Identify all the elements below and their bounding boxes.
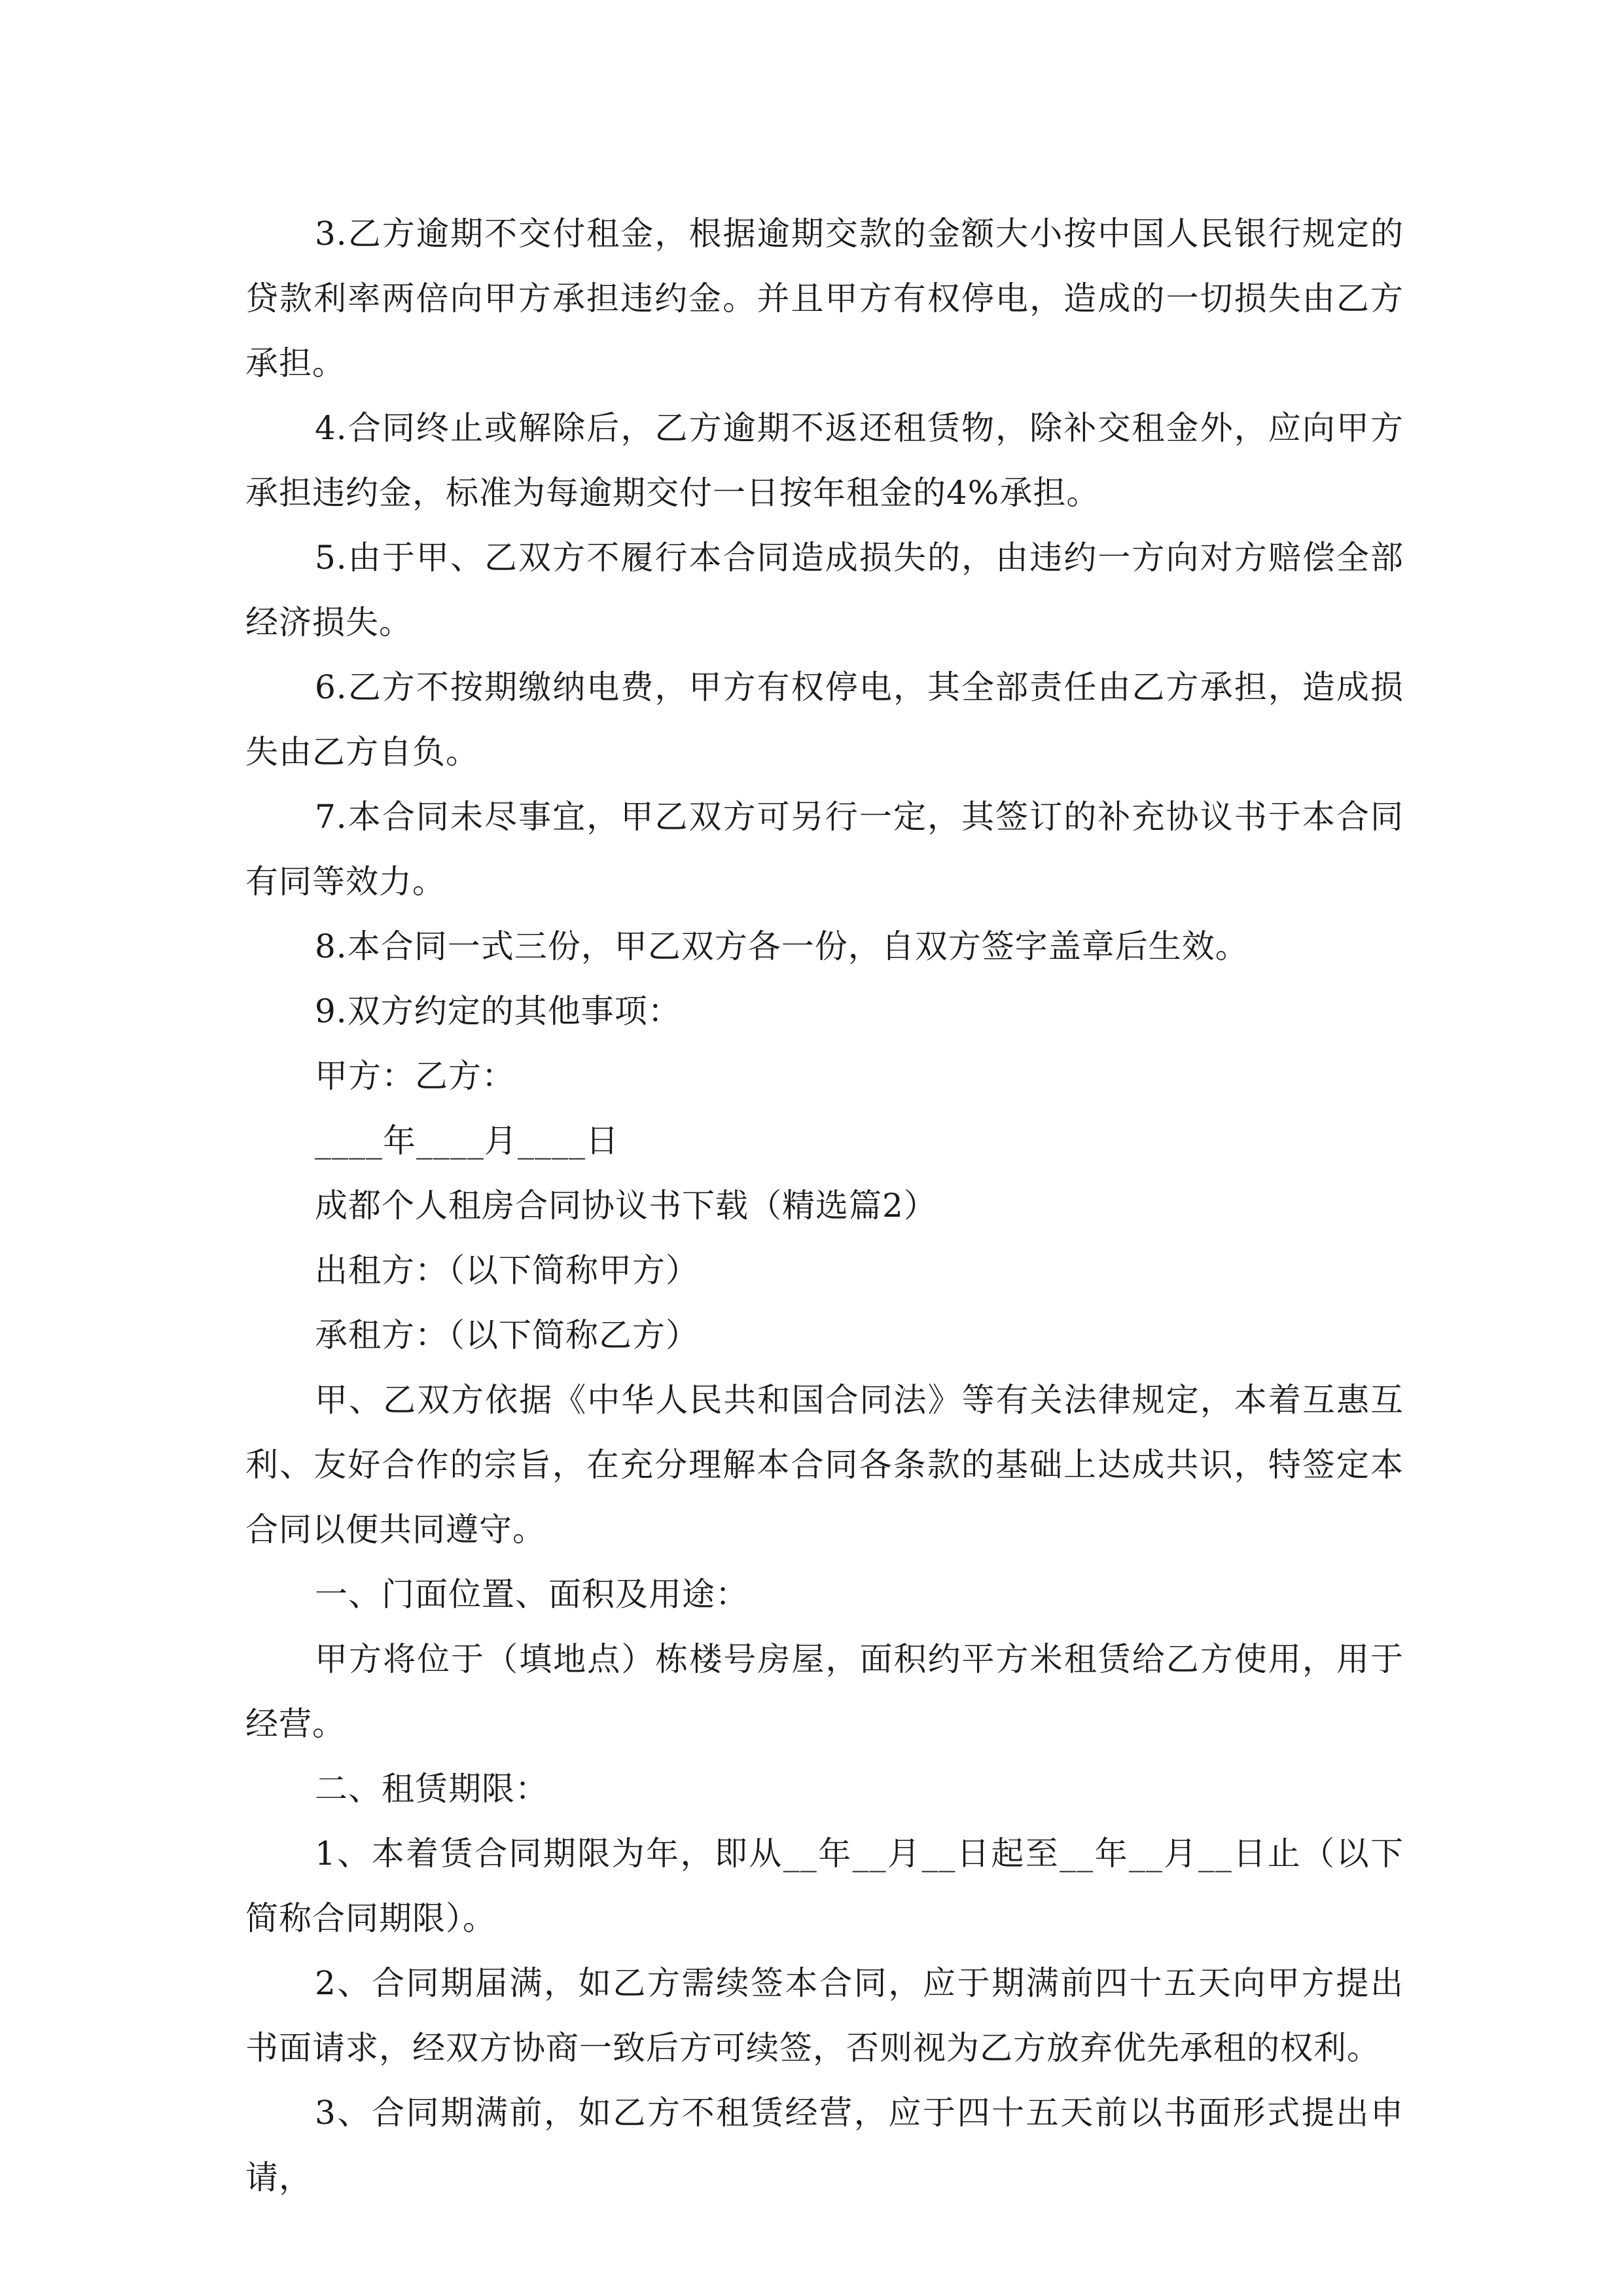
lessee-line: 承租方：（以下简称乙方） [315, 1316, 699, 1354]
heading-location-area-use: 一、门面位置、面积及用途： [315, 1575, 749, 1613]
term-clause-1: 1、本着赁合同期限为年，即从__年__月__日起至__年__月__日止（以下简称合同期限）。 [245, 1835, 1404, 1937]
clause-4-late-return: 4.合同终止或解除后，乙方逾期不返还租赁物，除补交租金外，应向甲方承担违约金，标准为每逾期交付一日按年租金的4%承担。 [245, 409, 1404, 512]
preamble: 甲、乙双方依据《中华人民共和国合同法》等有关法律规定，本着互惠互利、友好合作的宗旨，在充分理解本合同各条款的基础上达成共识，特签定本合同以便共同遵守。 [245, 1381, 1404, 1549]
clause-3-late-rent: 3.乙方逾期不交付租金，根据逾期交款的金额大小按中国人民银行规定的贷款利率两倍向甲方承担违约金。并且甲方有权停电，造成的一切损失由乙方承担。 [245, 215, 1404, 382]
document-body [245, 202, 1404, 2210]
clause-5-damages: 5.由于甲、乙双方不履行本合同造成损失的，由违约一方向对方赔偿全部经济损失。 [245, 539, 1404, 641]
section-title: 成都个人租房合同协议书下载（精选篇2） [315, 1187, 937, 1225]
clause-9-other-matters: 9.双方约定的其他事项： [315, 992, 681, 1030]
signature-parties-line: 甲方：乙方： [315, 1057, 515, 1095]
term-clause-3: 3、合同期满前，如乙方不租赁经营，应于四十五天前以书面形式提出申请， [245, 2094, 1404, 2197]
clause-7-supplement: 7.本合同未尽事宜，甲乙双方可另行一定，其签订的补充协议书于本合同有同等效力。 [245, 798, 1404, 901]
date-line: ____年____月____日 [315, 1122, 619, 1160]
heading-lease-term: 二、租赁期限： [315, 1770, 548, 1808]
clause-8-copies: 8.本合同一式三份，甲乙双方各一份，自双方签字盖章后生效。 [315, 927, 1249, 965]
lessor-line: 出租方：（以下简称甲方） [315, 1251, 699, 1289]
term-clause-2: 2、合同期届满，如乙方需续签本合同，应于期满前四十五天向甲方提出书面请求，经双方协商一致后方可续签，否则视为乙方放弃优先承租的权利。 [245, 1964, 1404, 2067]
location-clause: 甲方将位于（填地点）栋楼号房屋，面积约平方米租赁给乙方使用，用于经营。 [245, 1640, 1404, 1743]
clause-6-electricity: 6.乙方不按期缴纳电费，甲方有权停电，其全部责任由乙方承担，造成损失由乙方自负。 [245, 668, 1404, 771]
